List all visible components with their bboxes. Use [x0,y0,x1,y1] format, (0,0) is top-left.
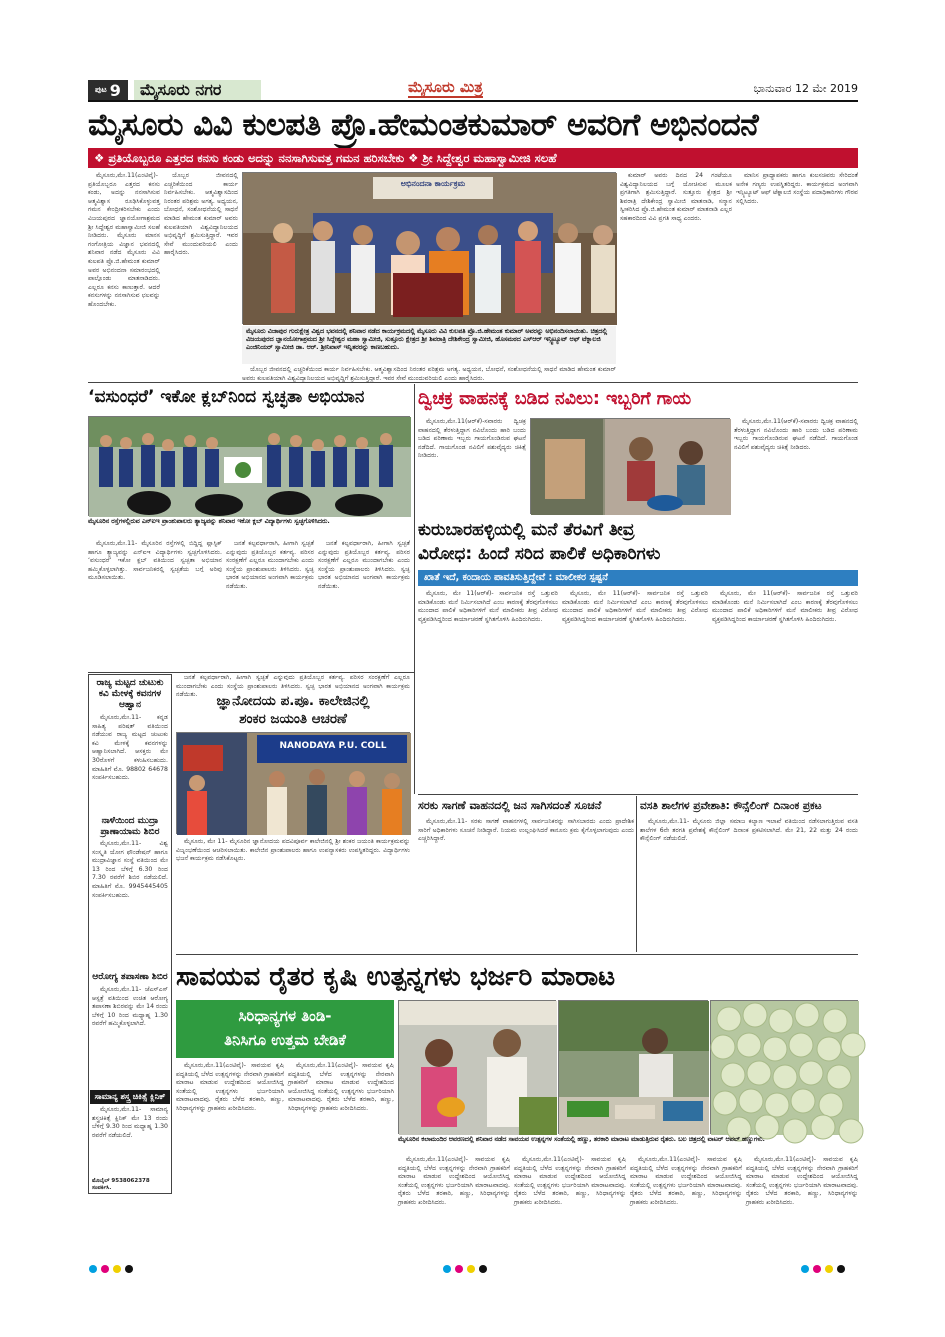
vasundhare-continuation-text: ಜನತೆ ಕಲ್ಪವರ್ಧಾರಾಗಿ, ಹೀಗಾಗಿ ಸ್ವಚ್ಛತೆ ಎನ್ನುವುದು ಪ್ರತಿಯೊಬ್ಬರ ಕರ್ತವ್ಯ. ಪರಿಸರ ಸಂರಕ್ಷಣೆಗೆ ಎಲ್ಲರೂ ಮುಂದಾಗಬೇಕು ಎಂದು ಸಂಸ್ಥೆಯ ಪ್ರಾಂಶುಪಾಲರು ತಿಳಿಸಿದರು. ಸ್ವಚ್ಛ ಭಾರತ ಅಭಿಯಾನದ ಅಂಗವಾಗಿ ಕಾರ್ಯಕ್ರಮ ನಡೆಯಿತು. [176,674,410,699]
organic-text-1: ಮೈಸೂರು,ಮೇ.11(ಎಂಟಿವೈ)- ಸಾವಯವ ಕೃಷಿ ಪದ್ಧತಿಯಲ್ಲಿ ಬೆಳೆದ ಉತ್ಪನ್ನಗಳನ್ನು ನೇರವಾಗಿ ಗ್ರಾಹಕರಿಗೆ ಮಾರಾಟ ಮಾಡುವ ಉದ್ದೇಶದಿಂದ ಆಯೋಜಿಸಿದ್ದ ಸಂತೆಯಲ್ಲಿ ಉತ್ಪನ್ನಗಳು ಭರ್ಜರಿಯಾಗಿ ಮಾರಾಟವಾದವು. ರೈತರು ಬೆಳೆದ ತರಕಾರಿ, ಹಣ್ಣು, ಸಿರಿಧಾನ್ಯಗಳನ್ನು ಗ್ರಾಹಕರು ಖರೀದಿಸಿದರು. [176,1062,284,1112]
divider [88,672,414,673]
vasundhare-text-2: ಜನತೆ ಕಲ್ಪವರ್ಧಾರಾಗಿ, ಹೀಗಾಗಿ ಸ್ವಚ್ಛತೆ ಎನ್ನುವುದು ಪ್ರತಿಯೊಬ್ಬರ ಕರ್ತವ್ಯ. ಪರಿಸರ ಸಂರಕ್ಷಣೆಗೆ ಎಲ್ಲರೂ ಮುಂದಾಗಬೇಕು ಎಂದು ಸಂಸ್ಥೆಯ ಪ್ರಾಂಶುಪಾಲರು ತಿಳಿಸಿದರು. ಸ್ವಚ್ಛ ಭಾರತ ಅಭಿಯಾನದ ಅಂಗವಾಗಿ ಕಾರ್ಯಕ್ರಮ ನಡೆಯಿತು. [226,540,314,590]
newspaper-page [88,78,858,1258]
organic-text-4: ಮೈಸೂರು,ಮೇ.11(ಎಂಟಿವೈ)- ಸಾವಯವ ಕೃಷಿ ಪದ್ಧತಿಯಲ್ಲಿ ಬೆಳೆದ ಉತ್ಪನ್ನಗಳನ್ನು ನೇರವಾಗಿ ಗ್ರಾಹಕರಿಗೆ ಮಾರಾಟ ಮಾಡುವ ಉದ್ದೇಶದಿಂದ ಆಯೋಜಿಸಿದ್ದ ಸಂತೆಯಲ್ಲಿ ಉತ್ಪನ್ನಗಳು ಭರ್ಜರಿಯಾಗಿ ಮಾರಾಟವಾದವು. ರೈತರು ಬೆಳೆದ ತರಕಾರಿ, ಹಣ್ಣು, ಸಿರಿಧಾನ್ಯಗಳನ್ನು ಗ್ರಾಹಕರು ಖರೀದಿಸಿದರು. [514,1156,626,1206]
lead-photo-banner: ಅಭಿನಂದನಾ ಕಾರ್ಯಕ್ರಮ [400,179,466,188]
lead-below-text: ಯೊಬ್ಬರ ಜೀವನದಲ್ಲಿ ಎಚ್ಚರಿಕೆಯಿಂದ ಕಾರ್ಯ ನಿರ್ವಹಿಸಬೇಕು. ಆತ್ಮವಿಶ್ವಾಸದಿಂದ ನಿರಂತರ ಪರಿಶ್ರಮ ಅಗತ್ಯ. ಅಧ್ಯಯನ, ಬೋಧನೆ, ಸಂಶೋಧನೆಯಲ್ಲಿ ಸಾಧನೆ ಮಾಡಿದ ಹೇಮಂತ ಕುಮಾರ್ ಅವರು ಕುಲಪತಿಯಾಗಿ ವಿಶ್ವವಿದ್ಯಾನಿಲಯದ ಅಭಿವೃದ್ಧಿಗೆ ಶ್ರಮಿಸುತ್ತಿದ್ದಾರೆ. ಇವರ ಸೇವೆ ಮುಂದುವರಿಯಲಿ ಎಂದು ಹಾರೈಸಿದರು. [242,366,616,382]
sidebar-item1-title: ರಾಜ್ಯ ಮಟ್ಟದ ಚುಟುಕು ಕವಿ ಮೇಳಕ್ಕೆ ಕವನಗಳ ಆಹ್ವಾನ [96,678,164,710]
kurubarahalli-column-2 [562,590,708,794]
vasundhare-continuation [176,674,410,699]
vendor-girl-photo-svg [399,1001,557,1135]
lead-headline: ಮೈಸೂರು ವಿವಿ ಕುಲಪತಿ ಪ್ರೊ.ಹೇಮಂತಕುಮಾರ್ ಅವರಿಗೆ ಅಭಿನಂದನೆ [88,107,759,143]
kurubarahalli-text-1: ಮೈಸೂರು, ಮೇ 11(ಆರ್‌ಕೆ)- ಸಾರ್ವಜನಿಕ ರಸ್ತೆ ಒತ್ತುವರಿ ಮಾಡಿಕೊಂಡು ಮನೆ ನಿರ್ಮಿಸಲಾಗಿದೆ ಎಂಬ ಕಾರಣಕ್ಕೆ ತೆರವುಗೊಳಿಸಲು ಮುಂದಾದ ಪಾಲಿಕೆ ಅಧಿಕಾರಿಗಳಿಗೆ ಮನೆ ಮಾಲೀಕರು ತೀವ್ರ ವಿರೋಧ ವ್ಯಕ್ತಪಡಿಸಿದ್ದರಿಂದ ಕಾರ್ಯಾಚರಣೆ ಸ್ಥಗಿತಗೊಳಿಸಿ ಹಿಂದಿರುಗಿದರು. [418,590,558,623]
lead-below-photo [242,366,616,382]
felicitation-photo-svg [243,173,617,325]
divider [176,954,858,955]
organic-column-3 [398,1156,510,1258]
page-prefix: ಪುಟ [95,85,107,94]
kurubarahalli-subheadline: ಖಾತೆ ಇದೆ, ಕಂದಾಯ ಪಾವತಿಸುತ್ತಿದ್ದೇವೆ : ಮಾಲೀಕರ ಸ್ಪಷ್ಟನೆ [418,570,858,586]
peacock-text: ಮೈಸೂರು,ಮೇ.11(ಆರ್‌ಕೆ)-ಸವಾರರು ದ್ವಿಚಕ್ರ ವಾಹನದಲ್ಲಿ ತೆರಳುತ್ತಿದ್ದಾಗ ನವಿಲೊಂದು ಹಾರಿ ಬಂದು ಬಡಿದ ಪರಿಣಾಮ ಇಬ್ಬರು ಗಾಯಗೊಂಡಿರುವ ಘಟನೆ ನಡೆದಿದೆ. ಗಾಯಗೊಂಡ ನವಿಲಿಗೆ ಪಶುವೈದ್ಯರು ಚಿಕಿತ್ಸೆ ನೀಡಿದರು. [418,418,526,460]
vegetable-stall-photo-svg [559,1001,709,1135]
lead-column-1 [88,172,160,382]
page-number: 9 [109,80,121,100]
peacock-photo-svg [531,419,731,515]
organic-headline: ಸಾವಯವ ರೈತರ ಕೃಷಿ ಉತ್ಪನ್ನಗಳು ಭರ್ಜರಿ ಮಾರಾಟ [176,962,616,992]
sidebar-item3-body: ಮೈಸೂರು,ಮೇ.11- ಜೆಎಸ್‌ಎಸ್ ಆಸ್ಪತ್ರೆ ವತಿಯಿಂದ ಉಚಿತ ಆರೋಗ್ಯ ತಪಾಸಣಾ ಶಿಬಿರವನ್ನು ಮೇ 14 ರಂದು ಬೆಳಿಗ್ಗೆ 10 ರಿಂದ ಮಧ್ಯಾಹ್ನ 1.30 ರವರೆಗೆ ಹಮ್ಮಿಕೊಳ್ಳಲಾಗಿದೆ. [92,986,168,1028]
hostel-text [640,818,858,952]
organic-column-2 [288,1062,394,1258]
sidebar-item1-text [92,714,168,810]
road-body: ಮೈಸೂರು,ಮೇ.11- ಸರಕು ಸಾಗಣೆ ವಾಹನಗಳಲ್ಲಿ ಸಾರ್ವಜನಿಕರನ್ನು ಸಾಗಿಸಬಾರದು ಎಂದು ಪ್ರಾದೇಶಿಕ ಸಾರಿಗೆ ಅಧಿಕಾರಿಗಳು ಸೂಚನೆ ನೀಡಿದ್ದಾರೆ. ನಿಯಮ ಉಲ್ಲಂಘಿಸಿದರೆ ಕಾನೂನು ಕ್ರಮ ಕೈಗೊಳ್ಳಲಾಗುವುದು ಎಂದು ಎಚ್ಚರಿಸಿದ್ದಾರೆ. [418,818,634,843]
lead-text-3: ಕುಮಾರ್ ಅವರು ದಿನದ 24 ಗಂಟೆಯೂ ವಿಶ್ವವಿದ್ಯಾನಿಲಯದ ಬಗ್ಗೆ ಯೋಚಿಸುವ ಮೂಲಕ ಪ್ರಗತಿಗಾಗಿ ಶ್ರಮಿಸುತ್ತಿದ್ದಾರೆ. ಸುತ್ತೂರು ಕ್ಷೇತ್ರದ ಶ್ರೀ ಶಿವರಾತ್ರಿ ದೇಶಿಕೇಂದ್ರ ಸ್ವಾಮೀಜಿ ಮಾತನಾಡಿ, ಸನ್ಮಾನ ಸ್ವೀಕರಿಸಿದ ಪ್ರೊ.ಜಿ.ಹೇಮಂತ ಕುಮಾರ್ ಮಾತನಾಡಿ ಎಲ್ಲರ ಸಹಕಾರದಿಂದ ವಿವಿ ಪ್ರಗತಿ ಸಾಧ್ಯ ಎಂದರು. [620,172,732,222]
hostel-headline: ವಸತಿ ಶಾಲೆಗಳ ಪ್ರವೇಶಾತಿ: ಕೌನ್ಸೆಲಿಂಗ್ ದಿನಾಂಕ ಪ್ರಕಟ [640,800,822,812]
jnanodaya-body: ಮೈಸೂರು, ಮೇ 11- ಮೈಸೂರಿನ ಜ್ಞಾನೋದಯ ಪದವಿಪೂರ್ವ ಕಾಲೇಜಿನಲ್ಲಿ ಶ್ರೀ ಶಂಕರ ಜಯಂತಿ ಕಾರ್ಯಕ್ರಮವನ್ನು ವಿಜೃಂಭಣೆಯಿಂದ ಆಚರಿಸಲಾಯಿತು. ಕಾಲೇಜಿನ ಪ್ರಾಂಶುಪಾಲರು ಹಾಗೂ ಉಪನ್ಯಾಸಕರು ಉಪಸ್ಥಿತರಿದ್ದರು. ವಿದ್ಯಾರ್ಥಿಗಳು ಭಜನೆ ಕಾರ್ಯಕ್ರಮ ನಡೆಸಿಕೊಟ್ಟರು. [176,838,410,863]
organic-caption: ಮೈಸೂರಿನ ಕಲಾಮಂದಿರ ಆವರಣದಲ್ಲಿ ಶನಿವಾರ ನಡೆದ ಸಾವಯವ ಉತ್ಪನ್ನಗಳ ಸಂತೆಯಲ್ಲಿ ಹಣ್ಣು, ತರಕಾರಿ ಮಾರಾಟ ಮಾಡುತ್ತಿರುವ ರೈತರು. ಬಲ ಚಿತ್ರದಲ್ಲಿ ವಾಟರ್ ಆಪಲ್ ಹಣ್ಣುಗಳು. [398,1136,765,1143]
sidebar-item2-body: ಮೈಸೂರು,ಮೇ.11- ವಿಶ್ವ ಸಂಸ್ಕೃತಿ ಯೋಗ ಫೌಂಡೇಷನ್ ಹಾಗೂ ಮುದ್ರಾವಿಜ್ಞಾನ ಸಂಸ್ಥೆ ವತಿಯಿಂದ ಮೇ 13 ರಿಂದ ಬೆಳಿಗ್ಗೆ 6.30 ರಿಂದ 7.30 ರವರೆಗೆ ಶಿಬಿರ ನಡೆಯಲಿದೆ. ಮಾಹಿತಿಗೆ ಮೊ. 9945445405 ಸಂಪರ್ಕಿಸಬಹುದು. [92,840,168,899]
sidebar-item2-title: ನಾಳೆಯಿಂದ ಮುದ್ರಾ ಪ್ರಾಣಾಯಾಮ ಶಿಬಿರ [100,816,160,837]
peacock-column-2 [734,418,858,514]
sidebar-item4-title: ಸಾಮಾನ್ಯ ಶಸ್ತ್ರ ಚಿಕಿತ್ಸೆ ಕ್ಲಿನಿಕ್ [90,1090,170,1104]
divider [636,796,637,952]
lead-column-2 [164,172,238,362]
kurubarahalli-column-3 [712,590,858,794]
lead-column-3 [620,172,732,382]
organic-text-5: ಮೈಸೂರು,ಮೇ.11(ಎಂಟಿವೈ)- ಸಾವಯವ ಕೃಷಿ ಪದ್ಧತಿಯಲ್ಲಿ ಬೆಳೆದ ಉತ್ಪನ್ನಗಳನ್ನು ನೇರವಾಗಿ ಗ್ರಾಹಕರಿಗೆ ಮಾರಾಟ ಮಾಡುವ ಉದ್ದೇಶದಿಂದ ಆಯೋಜಿಸಿದ್ದ ಸಂತೆಯಲ್ಲಿ ಉತ್ಪನ್ನಗಳು ಭರ್ಜರಿಯಾಗಿ ಮಾರಾಟವಾದವು. ರೈತರು ಬೆಳೆದ ತರಕಾರಿ, ಹಣ್ಣು, ಸಿರಿಧಾನ್ಯಗಳನ್ನು ಗ್ರಾಹಕರು ಖರೀದಿಸಿದರು. [630,1156,742,1206]
registration-dots-left [88,1264,148,1274]
page-number-badge [88,80,128,100]
road-headline: ಸರಕು ಸಾಗಣೆ ವಾಹನದಲ್ಲಿ ಜನ ಸಾಗಿಸದಂತೆ ಸೂಚನೆ [418,799,602,812]
organic-column-6 [746,1156,858,1258]
kurubarahalli-headline-2: ವಿರೋಧ: ಹಿಂದೆ ಸರಿದ ಪಾಲಿಕೆ ಅಧಿಕಾರಿಗಳು [418,544,661,564]
vasundhare-text-3: ಜನತೆ ಕಲ್ಪವರ್ಧಾರಾಗಿ, ಹೀಗಾಗಿ ಸ್ವಚ್ಛತೆ ಎನ್ನುವುದು ಪ್ರತಿಯೊಬ್ಬರ ಕರ್ತವ್ಯ. ಪರಿಸರ ಸಂರಕ್ಷಣೆಗೆ ಎಲ್ಲರೂ ಮುಂದಾಗಬೇಕು ಎಂದು ಸಂಸ್ಥೆಯ ಪ್ರಾಂಶುಪಾಲರು ತಿಳಿಸಿದರು. ಸ್ವಚ್ಛ ಭಾರತ ಅಭಿಯಾನದ ಅಂಗವಾಗಿ ಕಾರ್ಯಕ್ರಮ ನಡೆಯಿತು. [318,540,410,590]
registration-dots-center [442,1264,502,1274]
organic-text-6: ಮೈಸೂರು,ಮೇ.11(ಎಂಟಿವೈ)- ಸಾವಯವ ಕೃಷಿ ಪದ್ಧತಿಯಲ್ಲಿ ಬೆಳೆದ ಉತ್ಪನ್ನಗಳನ್ನು ನೇರವಾಗಿ ಗ್ರಾಹಕರಿಗೆ ಮಾರಾಟ ಮಾಡುವ ಉದ್ದೇಶದಿಂದ ಆಯೋಜಿಸಿದ್ದ ಸಂತೆಯಲ್ಲಿ ಉತ್ಪನ್ನಗಳು ಭರ್ಜರಿಯಾಗಿ ಮಾರಾಟವಾದವು. ರೈತರು ಬೆಳೆದ ತರಕಾರಿ, ಹಣ್ಣು, ಸಿರಿಧಾನ್ಯಗಳನ್ನು ಗ್ರಾಹಕರು ಖರೀದಿಸಿದರು. [746,1156,858,1206]
sidebar-item4-footer: ಮೊಬೈಲ್ 9538062378 ಸಂಪರ್ಕಿಸಿ. [92,1178,150,1191]
organic-text-3: ಮೈಸೂರು,ಮೇ.11(ಎಂಟಿವೈ)- ಸಾವಯವ ಕೃಷಿ ಪದ್ಧತಿಯಲ್ಲಿ ಬೆಳೆದ ಉತ್ಪನ್ನಗಳನ್ನು ನೇರವಾಗಿ ಗ್ರಾಹಕರಿಗೆ ಮಾರಾಟ ಮಾಡುವ ಉದ್ದೇಶದಿಂದ ಆಯೋಜಿಸಿದ್ದ ಸಂತೆಯಲ್ಲಿ ಉತ್ಪನ್ನಗಳು ಭರ್ಜರಿಯಾಗಿ ಮಾರಾಟವಾದವು. ರೈತರು ಬೆಳೆದ ತರಕಾರಿ, ಹಣ್ಣು, ಸಿರಿಧಾನ್ಯಗಳನ್ನು ಗ್ರಾಹಕರು ಖರೀದಿಸಿದರು. [398,1156,510,1206]
lead-photo-caption: ಮೈಸೂರು ವಿಜಾಪುರ ಗುರುಕ್ಷೇತ್ರ ವಿಶ್ವದ ಭವನದಲ್ಲಿ ಶನಿವಾರ ನಡೆದ ಕಾರ್ಯಕ್ರಮದಲ್ಲಿ ಮೈಸೂರು ವಿವಿ ಕುಲಪತಿ ಪ್ರೊ.ಜಿ.ಹೇಮಂತ ಕುಮಾರ್ ಅವರನ್ನು ಅಭಿನಂದಿಸಲಾಯಿತು. ಚಿತ್ರದಲ್ಲಿ ವಿಜಯಪುರದ ಜ್ಞಾನಯೋಗಾಶ್ರಮದ ಶ್ರೀ ಸಿದ್ದೇಶ್ವರ ಮಹಾ ಸ್ವಾಮೀಜಿ, ಸುತ್ತೂರು ಕ್ಷೇತ್ರದ ಶ್ರೀ ಶಿವರಾತ್ರಿ ದೇಶಿಕೇಂದ್ರ ಸ್ವಾಮೀಜಿ, ಹೊಸಮಠದ ಎಸ್‌ಆರ್ ಇನ್ಸ್ಟಿಟ್ಯೂಟ್ ಆಫ್ ಟೆಕ್ನಾಲಜಿ ಎಂಜಿನಿಯರ್ ಸ್ವಾಮೀಜಿ ಡಾ. ಆರ್. ಶ್ರೀನಿವಾಸ್ ಇನ್ನಿತರರನ್ನು ಕಾಣಬಹುದು. [242,326,616,364]
sidebar-item3-title: ಆರೋಗ್ಯ ತಪಾಸಣಾ ಶಿಬಿರ [92,972,168,982]
jnanodaya-banner-text: NANODAYA P.U. COLL [279,741,387,751]
jnanodaya-text [176,838,410,950]
vasundhare-column-1 [88,540,222,670]
peacock-photo [530,418,730,514]
organic-box-line2: ತಿನಿಸಿಗೂ ಉತ್ತಮ ಬೇಡಿಕೆ [224,1031,346,1049]
divider [414,384,415,794]
jnanodaya-headline-2: ಶಂಕರ ಜಯಂತಿ ಆಚರಣೆ [239,711,347,727]
publication-date: ಭಾನುವಾರ 12 ಮೇ 2019 [753,82,858,95]
jnanodaya-photo [176,732,410,834]
vasundhare-caption: ಮೈಸೂರಿನ ರಸ್ತೆಗಳಲ್ಲಿರುವ ಎನ್‌ಐಇ ಪ್ರಾಂಶುಪಾಲರು ತ್ಯಾಜ್ಯವನ್ನು ಶನಿವಾರ ಇಕೋ ಕ್ಲಬ್ ವಿದ್ಯಾರ್ಥಿಗಳು ಸ್ವಚ್ಛಗೊಳಿಸಿದರು. [88,518,330,525]
kurubarahalli-text-3: ಮೈಸೂರು, ಮೇ 11(ಆರ್‌ಕೆ)- ಸಾರ್ವಜನಿಕ ರಸ್ತೆ ಒತ್ತುವರಿ ಮಾಡಿಕೊಂಡು ಮನೆ ನಿರ್ಮಿಸಲಾಗಿದೆ ಎಂಬ ಕಾರಣಕ್ಕೆ ತೆರವುಗೊಳಿಸಲು ಮುಂದಾದ ಪಾಲಿಕೆ ಅಧಿಕಾರಿಗಳಿಗೆ ಮನೆ ಮಾಲೀಕರು ತೀವ್ರ ವಿರೋಧ ವ್ಯಕ್ತಪಡಿಸಿದ್ದರಿಂದ ಕಾರ್ಯಾಚರಣೆ ಸ್ಥಗಿತಗೊಳಿಸಿ ಹಿಂದಿರುಗಿದರು. [712,590,858,623]
jnanodaya-headline-1: ಜ್ಞಾನೋದಯ ಪ.ಪೂ. ಕಾಲೇಜಿನಲ್ಲಿ [216,693,370,709]
organic-box-line1: ಸಿರಿಧಾನ್ಯಗಳ ತಿಂಡಿ- [238,1007,332,1025]
organic-photo-3 [710,1000,858,1134]
kurubarahalli-text-2: ಮೈಸೂರು, ಮೇ 11(ಆರ್‌ಕೆ)- ಸಾರ್ವಜನಿಕ ರಸ್ತೆ ಒತ್ತುವರಿ ಮಾಡಿಕೊಂಡು ಮನೆ ನಿರ್ಮಿಸಲಾಗಿದೆ ಎಂಬ ಕಾರಣಕ್ಕೆ ತೆರವುಗೊಳಿಸಲು ಮುಂದಾದ ಪಾಲಿಕೆ ಅಧಿಕಾರಿಗಳಿಗೆ ಮನೆ ಮಾಲೀಕರು ತೀವ್ರ ವಿರೋಧ ವ್ಯಕ್ತಪಡಿಸಿದ್ದರಿಂದ ಕಾರ್ಯಾಚರಣೆ ಸ್ಥಗಿತಗೊಳಿಸಿ ಹಿಂದಿರುಗಿದರು. [562,590,708,623]
vasundhare-text: ಮೈಸೂರು,ಮೇ.11- ಮೈಸೂರಿನ ರಸ್ತೆಗಳಲ್ಲಿ ಬಿದ್ದಿದ್ದ ಪ್ಲಾಸ್ಟಿಕ್ ಹಾಗೂ ತ್ಯಾಜ್ಯವನ್ನು ಎನ್‌ಐಇ ವಿದ್ಯಾರ್ಥಿಗಳು ಸ್ವಚ್ಛಗೊಳಿಸಿದರು. ‘ವಸುಂಧರೆ’ ಇಕೋ ಕ್ಲಬ್ ವತಿಯಿಂದ ಸ್ವಚ್ಛತಾ ಅಭಿಯಾನ ಹಮ್ಮಿಕೊಳ್ಳಲಾಗಿತ್ತು. ಸಾರ್ವಜನಿಕರಲ್ಲಿ ಸ್ವಚ್ಛತೆಯ ಬಗ್ಗೆ ಅರಿವು ಮೂಡಿಸಲಾಯಿತು. [88,540,222,582]
lead-text-4: ಮಾನಿಸ ಪ್ರಾಧ್ಯಾಪಕರು ಹಾಗೂ ಕುಲಸಚಿವರು ಸೇರಿದಂತೆ ಅನೇಕ ಗಣ್ಯರು ಉಪಸ್ಥಿತರಿದ್ದರು. ಕಾರ್ಯಕ್ರಮದ ಅಂಗವಾಗಿ ಇನ್ಸ್ಟಿಟ್ಯೂಟ್ ಆಫ್ ಟೆಕ್ನಾಲಜಿ ಸಂಸ್ಥೆಯ ಪದಾಧಿಕಾರಿಗಳು ಗೌರವ ಸಲ್ಲಿಸಿದರು. [736,172,858,205]
lead-photo [242,172,616,324]
sidebar-item3-text [92,986,168,1086]
sidebar-item4-body: ಮೈಸೂರು,ಮೇ.11- ಸಾಮಾನ್ಯ ಶಸ್ತ್ರಚಿಕಿತ್ಸೆ ಕ್ಲಿನಿಕ್ ಮೇ 13 ರಂದು ಬೆಳಿಗ್ಗೆ 9.30 ರಿಂದ ಮಧ್ಯಾಹ್ನ 1.30 ರವರೆಗೆ ನಡೆಯಲಿದೆ. [92,1106,168,1139]
organic-column-4 [514,1156,626,1258]
organic-photo-1 [398,1000,556,1134]
registration-dots-right [800,1264,860,1274]
masthead [88,78,858,102]
peacock-column-1 [418,418,526,514]
kurubarahalli-column-1 [418,590,558,794]
organic-photo-2 [558,1000,708,1134]
sidebar-item1-body: ಮೈಸೂರು,ಮೇ.11- ಕನ್ನಡ ಸಾಹಿತ್ಯ ಪರಿಷತ್ ವತಿಯಿಂದ ನಡೆಯುವ ರಾಜ್ಯ ಮಟ್ಟದ ಚುಟುಕು ಕವಿ ಮೇಳಕ್ಕೆ ಕವನಗಳನ್ನು ಆಹ್ವಾನಿಸಲಾಗಿದೆ. ಆಸಕ್ತರು ಮೇ 30ರೊಳಗೆ ಕಳುಹಿಸಬಹುದು. ಮಾಹಿತಿಗೆ ಮೊ. 98802 64678 ಸಂಪರ್ಕಿಸಬಹುದು. [92,714,168,782]
lead-text-1: ಮೈಸೂರು,ಮೇ.11(ಎಂಟಿವೈ)- ಪ್ರತಿಯೊಬ್ಬರೂ ಎತ್ತರದ ಕನಸು ಕಂಡು, ಅದನ್ನು ನನಸಾಗಿಸುವ ಆತ್ಮವಿಶ್ವಾಸ ರೂಢಿಸಿಕೊಳ್ಳುವತ್ತ ಗಮನ ಕೇಂದ್ರೀಕರಿಸಬೇಕು ಎಂದು ವಿಜಯಪುರದ ಜ್ಞಾನಯೋಗಾಶ್ರಮದ ಶ್ರೀ ಸಿದ್ದೇಶ್ವರ ಮಹಾಸ್ವಾಮೀಜಿ ಸಲಹೆ ನೀಡಿದರು. ಮೈಸೂರು ಮಾನಸ ಗಂಗೋತ್ರಿಯ ವಿಜ್ಞಾನ ಭವನದಲ್ಲಿ ಶನಿವಾರ ನಡೆದ ಮೈಸೂರು ವಿವಿ ಕುಲಪತಿ ಪ್ರೊ.ಜಿ.ಹೇಮಂತ ಕುಮಾರ್ ಅವರ ಅಭಿನಂದನಾ ಸಮಾರಂಭದಲ್ಲಿ ಪಾಲ್ಗೊಂಡು ಮಾತನಾಡಿದರು. ಎಲ್ಲರೂ ಕನಸು ಕಾಣುತ್ತಾರೆ. ಆದರೆ ಕನಸುಗಳನ್ನು ನನಸಾಗಿಸುವ ಛಲವನ್ನು ಹೊಂದಬೇಕು. [88,172,160,308]
vasundhare-column-2 [226,540,314,670]
sidebar-item4-text [92,1106,168,1176]
vasundhare-column-3 [318,540,410,670]
road-text [418,818,634,952]
organic-column-5 [630,1156,742,1258]
organic-column-1 [176,1062,284,1258]
organic-text-2: ಮೈಸೂರು,ಮೇ.11(ಎಂಟಿವೈ)- ಸಾವಯವ ಕೃಷಿ ಪದ್ಧತಿಯಲ್ಲಿ ಬೆಳೆದ ಉತ್ಪನ್ನಗಳನ್ನು ನೇರವಾಗಿ ಗ್ರಾಹಕರಿಗೆ ಮಾರಾಟ ಮಾಡುವ ಉದ್ದೇಶದಿಂದ ಆಯೋಜಿಸಿದ್ದ ಸಂತೆಯಲ್ಲಿ ಉತ್ಪನ್ನಗಳು ಭರ್ಜರಿಯಾಗಿ ಮಾರಾಟವಾದವು. ರೈತರು ಬೆಳೆದ ತರಕಾರಿ, ಹಣ್ಣು, ಸಿರಿಧಾನ್ಯಗಳನ್ನು ಗ್ರಾಹಕರು ಖರೀದಿಸಿದರು. [288,1062,394,1112]
sidebar-item2-text [92,840,168,968]
peacock-text-2: ಮೈಸೂರು,ಮೇ.11(ಆರ್‌ಕೆ)-ಸವಾರರು ದ್ವಿಚಕ್ರ ವಾಹನದಲ್ಲಿ ತೆರಳುತ್ತಿದ್ದಾಗ ನವಿಲೊಂದು ಹಾರಿ ಬಂದು ಬಡಿದ ಪರಿಣಾಮ ಇಬ್ಬರು ಗಾಯಗೊಂಡಿರುವ ಘಟನೆ ನಡೆದಿದೆ. ಗಾಯಗೊಂಡ ನವಿಲಿಗೆ ಪಶುವೈದ್ಯರು ಚಿಕಿತ್ಸೆ ನೀಡಿದರು. [734,418,858,451]
vasundhare-photo [88,416,410,516]
vasundhare-headline: ‘ವಸುಂಧರೆ’ ಇಕೋ ಕ್ಲಬ್‌ನಿಂದ ಸ್ವಚ್ಛತಾ ಅಭಿಯಾನ [88,387,365,407]
hostel-body: ಮೈಸೂರು,ಮೇ.11- ಮೈಸೂರು ಜಿಲ್ಲಾ ಸಮಾಜ ಕಲ್ಯಾಣ ಇಲಾಖೆ ವತಿಯಿಂದ ನಡೆಸಲಾಗುತ್ತಿರುವ ವಸತಿ ಶಾಲೆಗಳ 6ನೇ ತರಗತಿ ಪ್ರವೇಶಕ್ಕೆ ಕೌನ್ಸೆಲಿಂಗ್ ದಿನಾಂಕ ಪ್ರಕಟಿಸಲಾಗಿದೆ. ಮೇ 21, 22 ಮತ್ತು 24 ರಂದು ಕೌನ್ಸೆಲಿಂಗ್ ನಡೆಯಲಿದೆ. [640,818,858,843]
lead-subheadline: ❖ ಪ್ರತಿಯೊಬ್ಬರೂ ಎತ್ತರದ ಕನಸು ಕಂಡು ಅದನ್ನು ನನಸಾಗಿಸುವತ್ತ ಗಮನ ಹರಿಸಬೇಕು ❖ ಶ್ರೀ ಸಿದ್ದೇಶ್ವರ ಮಹಾಸ್ವಾಮೀಜಿ ಸಲಹೆ [88,148,858,168]
kurubarahalli-headline-1: ಕುರುಬಾರಹಳ್ಳಿಯಲ್ಲಿ ಮನೆ ತೆರವಿಗೆ ತೀವ್ರ [418,520,635,540]
divider [418,794,858,795]
water-apple-photo-svg [711,1001,859,1135]
section-name: ಮೈಸೂರು ನಗರ [134,80,261,100]
paper-name: ಮೈಸೂರು ಮಿತ್ರ [408,78,483,96]
lead-text-2: ಯೊಬ್ಬರ ಜೀವನದಲ್ಲಿ ಎಚ್ಚರಿಕೆಯಿಂದ ಕಾರ್ಯ ನಿರ್ವಹಿಸಬೇಕು. ಆತ್ಮವಿಶ್ವಾಸದಿಂದ ನಿರಂತರ ಪರಿಶ್ರಮ ಅಗತ್ಯ. ಅಧ್ಯಯನ, ಬೋಧನೆ, ಸಂಶೋಧನೆಯಲ್ಲಿ ಸಾಧನೆ ಮಾಡಿದ ಹೇಮಂತ ಕುಮಾರ್ ಅವರು ಕುಲಪತಿಯಾಗಿ ವಿಶ್ವವಿದ್ಯಾನಿಲಯದ ಅಭಿವೃದ್ಧಿಗೆ ಶ್ರಮಿಸುತ್ತಿದ್ದಾರೆ. ಇವರ ಸೇವೆ ಮುಂದುವರಿಯಲಿ ಎಂದು ಹಾರೈಸಿದರು. [164,172,238,257]
lead-column-4 [736,172,858,382]
clean-drive-photo-svg [89,417,411,517]
peacock-headline: ದ್ವಿಚಕ್ರ ವಾಹನಕ್ಕೆ ಬಡಿದ ನವಿಲು: ಇಬ್ಬರಿಗೆ ಗಾಯ [418,389,692,409]
